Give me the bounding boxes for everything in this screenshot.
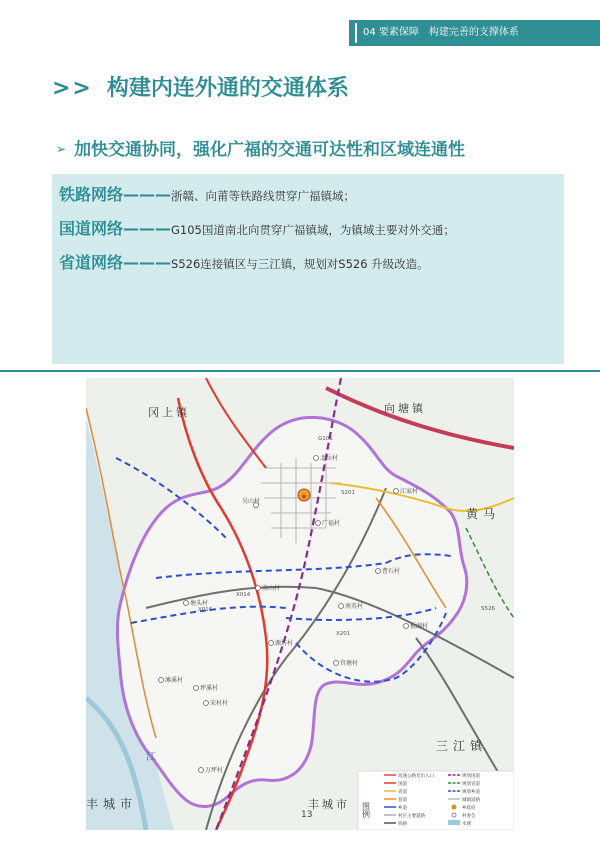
legend-box [358,771,514,830]
legend-item: 城镇道路 [462,798,480,803]
legend-item: 国道 [398,782,407,787]
section-divider [0,370,600,372]
legend-item: 省道 [398,790,407,795]
village-label: 源坊村 [275,640,294,647]
village-label: 万坪村 [205,767,224,774]
village-label: 南英村 [345,603,364,610]
legend-item: 规划国道 [462,774,480,779]
section-tag [349,20,600,46]
road-label: X016 [198,607,213,613]
title-text: 构建内连外通的交通体系 [106,76,349,101]
road-label: X014 [236,592,251,598]
info-row-railway [59,182,564,216]
road-label: G105 [318,436,333,442]
info-box [52,174,564,364]
title-arrows: >> [52,76,93,101]
place-river: 江 [146,752,156,763]
village-label: 曹石村 [382,568,401,575]
village-label: 官塘村 [340,660,359,667]
legend-item: 规划省道 [462,782,480,787]
village-label: 滩溪村 [165,677,184,684]
info-key: 国道网络 [59,219,124,238]
info-value: S526连接镇区与三江镇，规划对S526 升级改造。 [171,257,429,271]
info-key: 省道网络 [59,253,124,272]
legend-item: 高速公路及出入口 [398,774,434,779]
legend-item: 村庄主要道路 [398,814,425,819]
place-fengcheng-left: 丰城市 [86,797,138,811]
village-label: 南山村 [262,585,281,592]
legend-item: 村委会 [462,814,476,819]
legend-title: 图例 [361,802,371,818]
place-sanjiang: 三江镇 [436,739,488,753]
subtitle-text: 加快交通协同，强化广福的交通可达性和区域连通性 [74,140,466,160]
legend-item: 乡道 [398,806,407,811]
star-glyph: ★ [300,492,308,501]
place-fengcheng-right: 丰城市 [308,798,350,811]
village-label: 广福村 [322,520,341,527]
info-dash: ——— [123,219,172,238]
subtitle [56,135,465,160]
village-label: 吴山村 [242,498,261,505]
section-tag-text: 04 要素保障 构建完善的支撑体系 [363,27,519,38]
village-label: 板湖村 [410,623,429,630]
village-label: 北岳村 [320,455,339,462]
info-row-national-road [59,216,564,250]
page-number: 13 [301,810,313,820]
page-title [52,71,349,102]
place-huangma: 黄马 [466,507,501,521]
map-legend [358,771,514,830]
bullet-arrow-icon: ➢ [56,142,67,156]
section-tag-accent [355,23,357,43]
info-key: 铁路网络 [59,185,124,204]
village-label: 宋村村 [210,700,229,707]
road-label: X201 [336,631,351,637]
legend-item: 乡政府 [462,806,476,811]
info-value: 浙赣、向莆等铁路线贯穿广福镇域； [171,189,356,203]
village-label: 塘头村 [190,600,209,607]
info-value: G105国道南北向贯穿广福镇域，为镇域主要对外交通； [171,223,455,237]
legend-item: 水域 [462,822,471,827]
place-xiangtang: 向塘镇 [384,402,426,415]
legend-item: 规划乡道 [462,790,480,795]
legend-item: 县道 [398,798,407,803]
info-dash: ——— [123,253,172,272]
transport-map [86,378,514,830]
village-label: 江家村 [400,488,419,495]
place-gangshang: 冈上镇 [148,406,190,419]
village-label: 坪溪村 [200,685,219,692]
legend-item: 铁路 [398,822,407,827]
road-label: S201 [341,490,355,496]
map-svg [86,378,514,830]
info-row-provincial-road [59,250,564,284]
info-dash: ——— [123,185,172,204]
road-label: S526 [481,606,495,612]
